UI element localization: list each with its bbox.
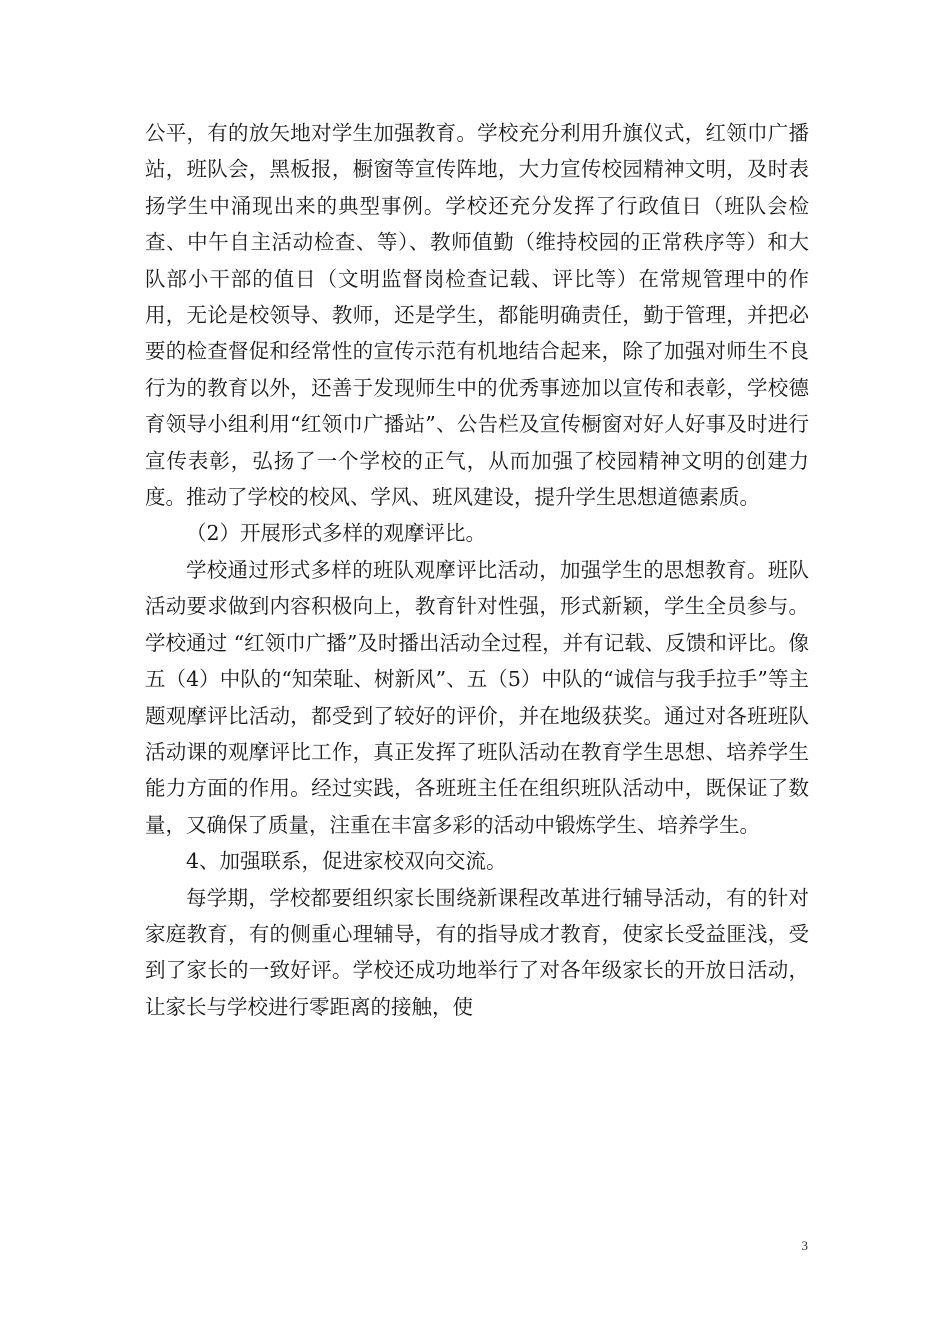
paragraph-5: 每学期，学校都要组织家长围绕新课程改革进行辅导活动，有的针对家庭教育，有的侧重心理辅导，有的指导成才教育，使家长受益匪浅，受到了家长的一致好评。学校还成功地举行了对各年级家长的开放日活动，让家长与学校进行零距离的接触，使 bbox=[145, 885, 809, 1019]
document-body bbox=[145, 115, 809, 1025]
paragraph-3: 学校通过形式多样的班队观摩评比活动，加强学生的思想教育。班队活动要求做到内容积极向上，教育针对性强，形式新颖，学生全员参与。学校通过 “红领巾广播”及时播出活动全过程，并有记载、反馈和评比。像五（4）中队的“知荣耻、树新风”、五（5）中队的“诚信与我手拉手”等主题观摩评比活动，都受到了较好的评价，并在地级获奖。通过对各班班队活动课的观摩评比工作，真正发挥了班队活动在教育学生思想、培养学生能力方面的作用。经过实践，各班班主任在组织班队活动中，既保证了数量，又确保了质量，注重在丰富多彩的活动中锻炼学生、培养学生。 bbox=[145, 557, 809, 837]
paragraph-4-heading: 4、加强联系，促进家校双向交流。 bbox=[186, 849, 507, 874]
page-number: 3 bbox=[801, 1238, 808, 1253]
paragraph-2-heading: （2）开展形式多样的观摩评比。 bbox=[186, 521, 487, 546]
paragraph-1: 公平，有的放矢地对学生加强教育。学校充分利用升旗仪式，红领巾广播站，班队会，黑板报，橱窗等宣传阵地，大力宣传校园精神文明，及时表扬学生中涌现出来的典型事例。学校还充分发挥了行政值日（班队会检查、中午自主活动检查、等）、教师值勤（维持校园的正常秩序等）和大队部小干部的值日（文明监督岗检查记载、评比等）在常规管理中的作用，无论是校领导、教师，还是学生，都能明确责任，勤于管理，并把必要的检查督促和经常性的宣传示范有机地结合起来，除了加强对师生不良行为的教育以外，还善于发现师生中的优秀事迹加以宣传和表彰，学校德育领导小组利用“红领巾广播站”、公告栏及宣传橱窗对好人好事及时进行宣传表彰，弘扬了一个学校的正气，从而加强了校园精神文明的创建力度。推动了学校的校风、学风、班风建设，提升学生思想道德素质。 bbox=[145, 121, 809, 510]
